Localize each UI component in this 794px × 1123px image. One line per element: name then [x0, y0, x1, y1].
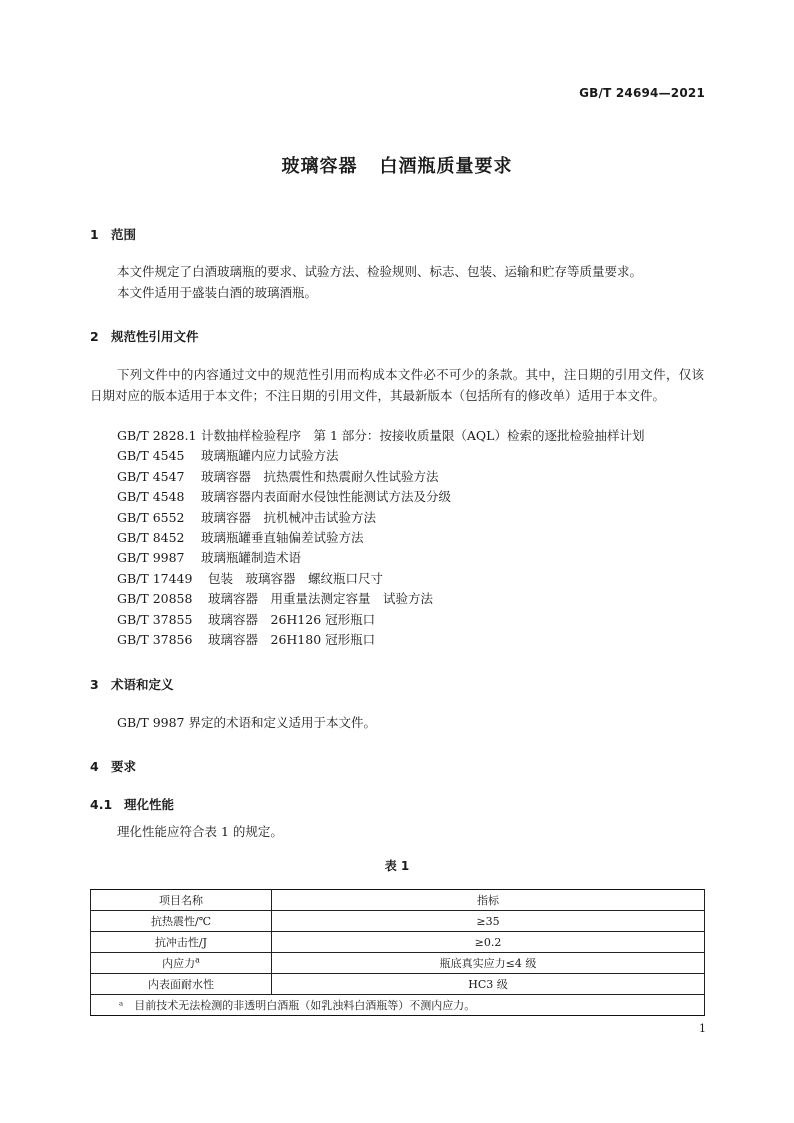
table-footnote-row — [91, 995, 705, 1016]
reference-item — [117, 446, 644, 466]
reference-item — [117, 426, 644, 446]
table-title: 表 1 — [384, 859, 410, 873]
paragraph: 下列文件中的内容通过文中的规范性引用而构成本文件必不可少的条款。其中，注日期的引用文件，仅该日期对应的版本适用于本文件；不注日期的引用文件，其最新版本（包括所有的修改单）适用于本文件。 — [90, 367, 704, 403]
requirements-table — [90, 889, 705, 1016]
reference-item — [117, 508, 644, 528]
table-cell-item: 抗热震性/℃ — [91, 911, 272, 932]
document-title — [0, 152, 794, 178]
reference-code: GB/T 37855 — [117, 611, 193, 627]
reference-name: 玻璃容器 26H126 冠形瓶口 — [208, 611, 376, 627]
reference-item — [117, 548, 644, 568]
paragraph: 理化性能应符合表 1 的规定。 — [117, 824, 283, 839]
item-label: 内应力 — [162, 957, 196, 970]
reference-item — [117, 630, 644, 650]
reference-code: GB/T 4545 — [117, 448, 185, 464]
reference-name: 玻璃瓶罐内应力试验方法 — [201, 448, 339, 464]
table-row — [91, 953, 705, 974]
reference-name: 玻璃容器 26H180 冠形瓶口 — [208, 632, 376, 648]
section-4-1-heading — [90, 795, 174, 813]
reference-name: 玻璃容器 抗机械冲击试验方法 — [201, 509, 377, 525]
reference-list — [117, 426, 644, 650]
reference-name: 玻璃瓶罐垂直轴偏差试验方法 — [201, 530, 364, 546]
section-title: 理化性能 — [124, 797, 175, 812]
table-cell-value: 瓶底真实应力≤4 级 — [272, 953, 705, 974]
table-row — [91, 911, 705, 932]
table-row — [91, 974, 705, 995]
section-number: 2 — [90, 329, 99, 344]
table-header-cell: 指标 — [272, 890, 705, 911]
reference-code: GB/T 9987 — [117, 550, 185, 566]
section-4-1-body — [90, 822, 704, 843]
section-title: 规范性引用文件 — [111, 329, 199, 344]
paragraph: GB/T 9987 界定的术语和定义适用于本文件。 — [117, 715, 376, 730]
section-title: 要求 — [111, 759, 137, 774]
reference-item — [117, 589, 644, 609]
section-2-intro — [90, 365, 704, 406]
section-title: 术语和定义 — [111, 677, 174, 692]
reference-code: GB/T 4547 — [117, 468, 185, 484]
standard-number: GB/T 24694—2021 — [579, 86, 705, 100]
table-header-row — [91, 890, 705, 911]
section-number: 4 — [90, 759, 99, 774]
section-number: 3 — [90, 677, 99, 692]
reference-item — [117, 487, 644, 507]
table-cell-value: ≥0.2 — [272, 932, 705, 953]
reference-name: 玻璃瓶罐制造术语 — [201, 550, 302, 566]
table-cell-item: 抗冲击性/J — [91, 932, 272, 953]
reference-item — [117, 610, 644, 630]
table-row — [91, 932, 705, 953]
reference-code: GB/T 8452 — [117, 530, 185, 546]
reference-code: GB/T 6552 — [117, 509, 185, 525]
section-2-heading — [90, 327, 199, 345]
footnote-marker: a — [195, 955, 200, 965]
reference-name: 计数抽样检验程序 第 1 部分：按接收质量限（AQL）检索的逐批检验抽样计划 — [201, 428, 645, 443]
title-part-2: 白酒瓶质量要求 — [379, 156, 513, 177]
section-1-heading — [90, 225, 136, 243]
reference-code: GB/T 37856 — [117, 632, 193, 648]
reference-item — [117, 569, 644, 589]
reference-code: GB/T 4548 — [117, 489, 185, 505]
table-header-cell: 项目名称 — [91, 890, 272, 911]
reference-code: GB/T 20858 — [117, 591, 193, 607]
section-3-body — [90, 713, 704, 734]
table-cell-item: 内表面耐水性 — [91, 974, 272, 995]
reference-item — [117, 467, 644, 487]
table-cell-value: ≥35 — [272, 911, 705, 932]
section-title: 范围 — [111, 227, 137, 242]
section-1-body — [90, 262, 704, 303]
reference-item — [117, 528, 644, 548]
reference-name: 包装 玻璃容器 螺纹瓶口尺寸 — [208, 570, 384, 586]
section-4-heading — [90, 757, 136, 775]
reference-code: GB/T 2828.1 — [117, 428, 197, 443]
title-part-1: 玻璃容器 — [281, 156, 358, 177]
section-3-heading — [90, 675, 174, 693]
table-cell-item — [91, 953, 272, 974]
reference-name: 玻璃容器 抗热震性和热震耐久性试验方法 — [201, 468, 439, 484]
reference-name: 玻璃容器 用重量法测定容量 试验方法 — [208, 591, 434, 607]
paragraph: 本文件规定了白酒玻璃瓶的要求、试验方法、检验规则、标志、包装、运输和贮存等质量要求。 — [117, 264, 643, 279]
section-number: 4.1 — [90, 797, 113, 812]
reference-name: 玻璃容器内表面耐水侵蚀性能测试方法及分级 — [201, 489, 452, 505]
section-number: 1 — [90, 227, 99, 242]
table-footnote: ᵃ 目前技术无法检测的非透明白酒瓶（如乳浊料白酒瓶等）不测内应力。 — [91, 995, 705, 1016]
table-cell-value: HC3 级 — [272, 974, 705, 995]
paragraph: 本文件适用于盛装白酒的玻璃酒瓶。 — [117, 284, 318, 300]
page-number: 1 — [699, 1022, 706, 1035]
reference-code: GB/T 17449 — [117, 570, 193, 586]
